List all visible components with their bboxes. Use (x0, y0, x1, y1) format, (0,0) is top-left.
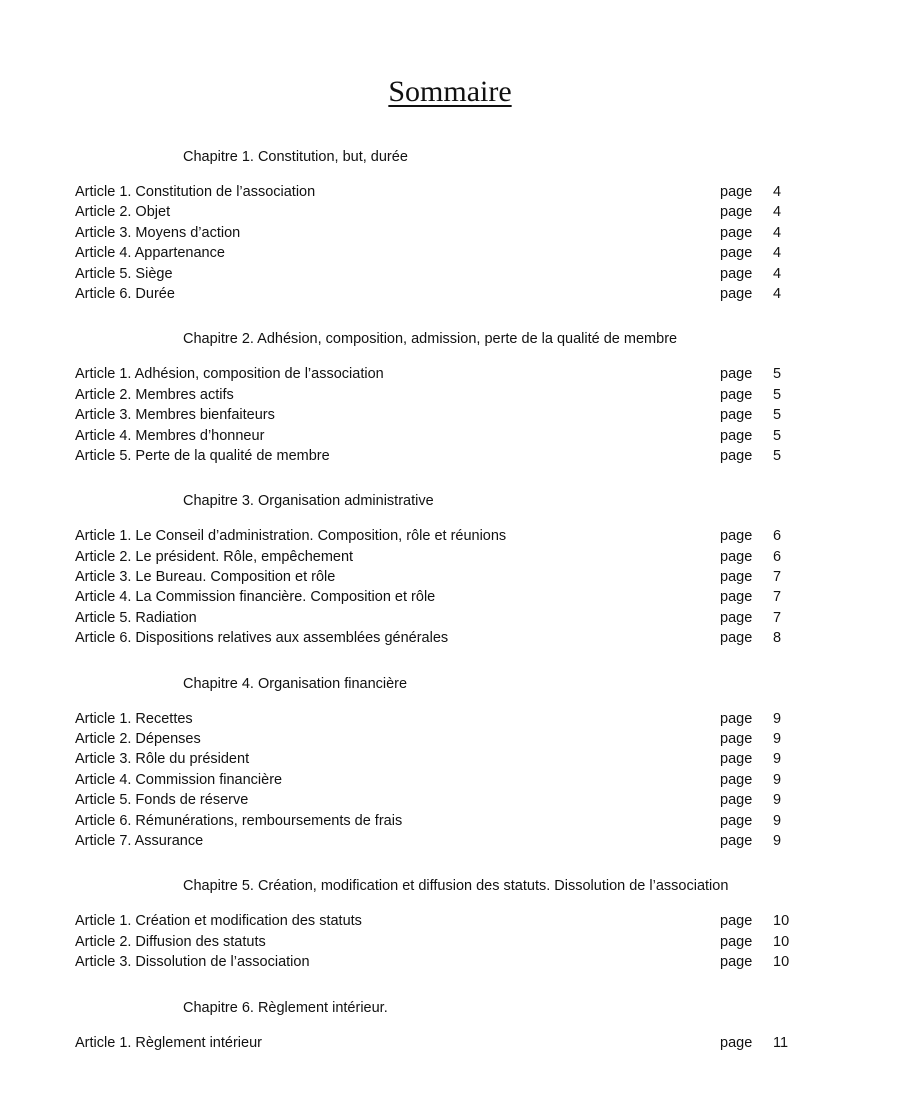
chapter-title: Chapitre 3. Organisation administrative (183, 493, 434, 510)
page-label: page (720, 771, 753, 788)
article-title: Article 4. La Commission financière. Composition et rôle (75, 589, 436, 606)
article-title: Article 7. Assurance (75, 832, 204, 849)
toc-entry (0, 911, 900, 931)
article-title: Article 5. Siège (75, 265, 173, 282)
page-label: page (720, 245, 753, 262)
chapter-heading (0, 993, 900, 1033)
page-label: page (720, 184, 753, 200)
page-label: page (720, 427, 753, 444)
toc-entry (0, 749, 900, 769)
page-label: page (720, 913, 753, 930)
page-label: page (720, 265, 753, 282)
page-label: page (720, 609, 753, 626)
page-number: 9 (773, 751, 782, 768)
toc-entry (0, 952, 900, 972)
page-label: page (720, 224, 753, 241)
page-label: page (720, 630, 753, 647)
chapter-heading (0, 324, 900, 364)
article-title: Article 3. Moyens d’action (75, 224, 241, 241)
toc-entry (0, 790, 900, 810)
toc-entry (0, 567, 900, 587)
toc-entry (0, 426, 900, 446)
table-of-contents (0, 142, 900, 1073)
page-number: 6 (773, 528, 782, 545)
chapter-heading (0, 871, 900, 911)
toc-entry (0, 202, 900, 222)
toc-entry (0, 608, 900, 628)
toc-entry (0, 446, 900, 466)
page-number: 9 (773, 731, 782, 748)
article-title: Article 6. Durée (75, 285, 175, 302)
page-label: page (720, 447, 753, 464)
chapter-heading (0, 142, 900, 182)
article-title: Article 4. Commission financière (75, 771, 283, 788)
article-list (0, 364, 900, 466)
toc-entry (0, 405, 900, 425)
page-number: 4 (773, 184, 782, 200)
article-title: Article 1. Le Conseil d’administration. Composition, rôle et réunions (75, 528, 507, 545)
article-title: Article 1. Constitution de l’association (75, 184, 316, 200)
page-number: 9 (773, 771, 782, 788)
article-title: Article 2. Membres actifs (75, 386, 234, 403)
toc-entry (0, 223, 900, 243)
page-number: 5 (773, 366, 782, 383)
article-title: Article 5. Perte de la qualité de membre (75, 447, 330, 464)
toc-entry (0, 1033, 900, 1053)
page-label: page (720, 832, 753, 849)
page-label: page (720, 812, 753, 829)
toc-entry (0, 547, 900, 567)
toc-entry (0, 526, 900, 546)
chapter-heading (0, 669, 900, 709)
article-title: Article 1. Création et modification des statuts (75, 913, 362, 930)
page-number: 5 (773, 427, 782, 444)
article-title: Article 6. Dispositions relatives aux assemblées générales (75, 630, 449, 647)
page-label: page (720, 751, 753, 768)
article-title: Article 3. Membres bienfaiteurs (75, 407, 275, 424)
toc-entry (0, 587, 900, 607)
page-number: 4 (773, 245, 782, 262)
article-title: Article 2. Le président. Rôle, empêchement (75, 548, 354, 565)
article-title: Article 2. Dépenses (75, 731, 201, 748)
toc-entry (0, 264, 900, 284)
toc-entry (0, 284, 900, 304)
page-number: 4 (773, 285, 782, 302)
article-title: Article 3. Rôle du président (75, 751, 250, 768)
chapter-title: Chapitre 5. Création, modification et diffusion des statuts. Dissolution de l’association (183, 878, 729, 895)
article-title: Article 5. Fonds de réserve (75, 792, 249, 809)
page-label: page (720, 366, 753, 383)
page-label: page (720, 1034, 753, 1051)
toc-entry (0, 811, 900, 831)
page-number: 10 (773, 913, 790, 930)
article-title: Article 5. Radiation (75, 609, 197, 626)
toc-entry (0, 709, 900, 729)
page-number: 11 (773, 1034, 789, 1051)
article-title: Article 4. Membres d’honneur (75, 427, 265, 444)
chapter-title: Chapitre 4. Organisation financière (183, 675, 408, 692)
page-label: page (720, 792, 753, 809)
article-list (0, 526, 900, 648)
page-number: 5 (773, 447, 782, 464)
toc-entry (0, 932, 900, 952)
article-list (0, 709, 900, 852)
page-label: page (720, 933, 753, 950)
page-number: 4 (773, 224, 782, 241)
page-number: 4 (773, 204, 782, 221)
article-title: Article 4. Appartenance (75, 245, 225, 262)
article-title: Article 1. Adhésion, composition de l’association (75, 366, 384, 383)
page-label: page (720, 954, 753, 971)
page-label: page (720, 528, 753, 545)
page-number: 9 (773, 812, 782, 829)
article-title: Article 2. Objet (75, 204, 171, 221)
article-list (0, 911, 900, 972)
page-label: page (720, 285, 753, 302)
toc-entry (0, 364, 900, 384)
toc-entry (0, 628, 900, 648)
page-label: page (720, 548, 753, 565)
toc-entry (0, 385, 900, 405)
page-number: 7 (773, 609, 782, 626)
page-number: 5 (773, 407, 782, 424)
page-number: 9 (773, 710, 782, 727)
page-number: 10 (773, 933, 790, 950)
page-label: page (720, 407, 753, 424)
article-title: Article 6. Rémunérations, remboursements de frais (75, 812, 403, 829)
article-list (0, 182, 900, 304)
article-title: Article 1. Règlement intérieur (75, 1034, 262, 1051)
toc-entry (0, 831, 900, 851)
page-number: 5 (773, 386, 782, 403)
toc-entry (0, 182, 900, 202)
page-label: page (720, 204, 753, 221)
page-number: 10 (773, 954, 790, 971)
article-title: Article 2. Diffusion des statuts (75, 933, 266, 950)
article-list (0, 1033, 900, 1053)
page-number: 9 (773, 792, 782, 809)
article-title: Article 3. Le Bureau. Composition et rôle (75, 569, 336, 586)
page-label: page (720, 731, 753, 748)
page-title: Sommaire (388, 75, 512, 108)
chapter-title: Chapitre 1. Constitution, but, durée (183, 149, 408, 165)
chapter-title: Chapitre 2. Adhésion, composition, admission, perte de la qualité de membre (183, 331, 678, 348)
page-label: page (720, 386, 753, 403)
page-number: 7 (773, 589, 782, 606)
page-label: page (720, 589, 753, 606)
chapter-heading (0, 486, 900, 526)
chapter-title: Chapitre 6. Règlement intérieur. (183, 999, 388, 1016)
toc-entry (0, 770, 900, 790)
article-title: Article 1. Recettes (75, 710, 193, 727)
page-number: 7 (773, 569, 782, 586)
page-number: 8 (773, 630, 782, 647)
page-label: page (720, 569, 753, 586)
page-number: 4 (773, 265, 782, 282)
page-number: 6 (773, 548, 782, 565)
toc-entry (0, 243, 900, 263)
article-title: Article 3. Dissolution de l’association (75, 954, 310, 971)
toc-entry (0, 729, 900, 749)
page-label: page (720, 710, 753, 727)
page-number: 9 (773, 832, 782, 849)
